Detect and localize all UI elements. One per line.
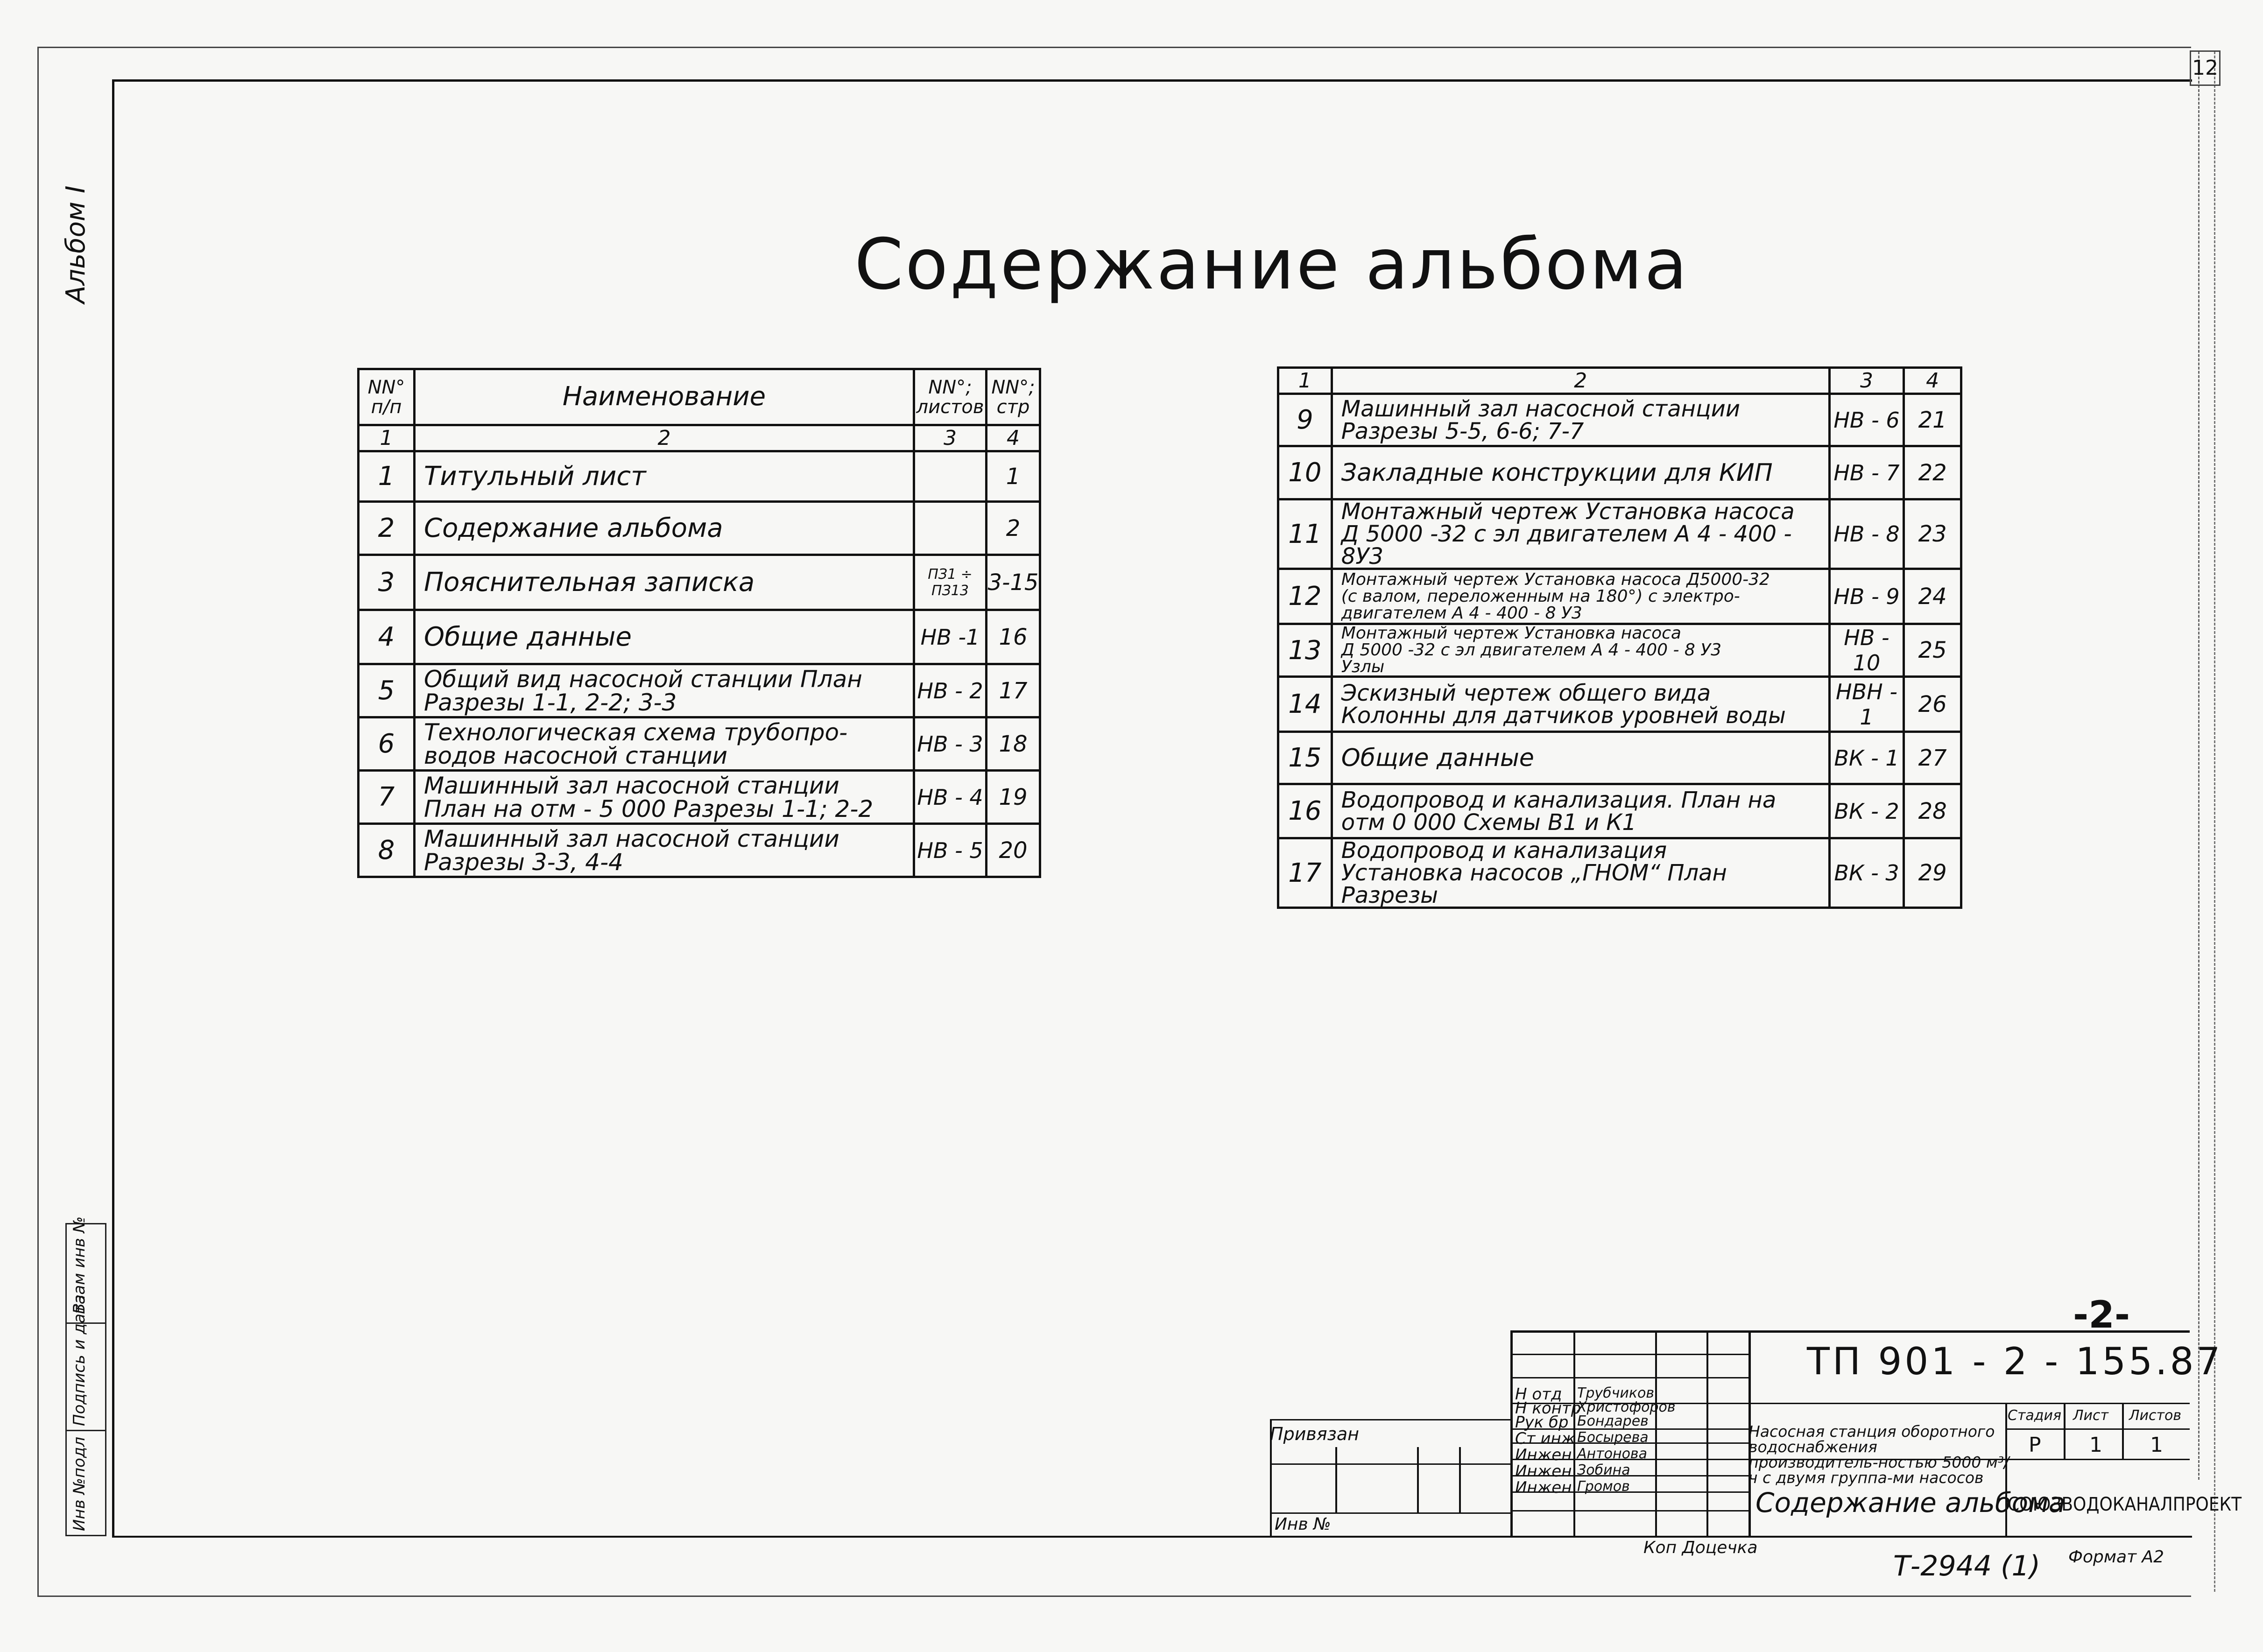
col-number: 2 [1332, 368, 1829, 394]
page-number: 12 [2190, 50, 2221, 86]
col-number: 2 [415, 425, 914, 451]
row-sheet: НВ - 10 [1829, 624, 1904, 677]
header-sheets: NN°; листов [914, 369, 987, 425]
table-row [359, 771, 1040, 824]
row-name: Машинный зал насосной станции План на отм - 5 000 Разрезы 1-1; 2-2 [415, 771, 914, 824]
row-sheet: НВ -1 [914, 610, 987, 664]
table-row [359, 451, 1040, 502]
header-name: Наименование [415, 369, 914, 425]
row-page: 2 [987, 502, 1040, 555]
stamp-role: Ст инж [1515, 1429, 1576, 1448]
strip-label: Подпись и дата [70, 1294, 89, 1426]
stamp-name: Христофоров [1577, 1399, 1676, 1415]
row-number: 14 [1278, 677, 1332, 732]
strip-label: Взам инв № [70, 1216, 89, 1314]
stamp-role: Н контр [1515, 1399, 1581, 1418]
row-page: 1 [987, 451, 1040, 502]
sheet-value: 1 [2089, 1433, 2102, 1457]
row-number: 15 [1278, 732, 1332, 784]
stamp-role: Инжен [1515, 1478, 1572, 1497]
contents-table-left [357, 368, 1041, 878]
stamp-name: Трубчиков [1577, 1385, 1654, 1401]
row-name: Закладные конструкции для КИП [1332, 446, 1829, 499]
stamp-role: Инжен [1515, 1462, 1572, 1481]
row-number: 1 [359, 451, 415, 502]
header-num: NN° п/п [359, 369, 415, 425]
row-sheet: НВ - 9 [1829, 569, 1904, 624]
row-sheet: ПЗ1 ÷ ПЗ13 [914, 555, 987, 610]
column-numbers [359, 425, 1040, 451]
row-name: Машинный зал насосной станции Разрезы 5-5, 6-6; 7-7 [1332, 394, 1829, 446]
row-number: 3 [359, 555, 415, 610]
stamp-name: Босырева [1577, 1429, 1649, 1446]
row-number: 17 [1278, 838, 1332, 908]
binding-label: Привязан [1270, 1424, 1359, 1444]
row-name: Общие данные [415, 610, 914, 664]
row-number: 16 [1278, 784, 1332, 838]
row-page: 16 [987, 610, 1040, 664]
stamp-name: Антонова [1577, 1446, 1647, 1462]
sheet-label: Лист [2073, 1407, 2109, 1424]
row-name: Титульный лист [415, 451, 914, 502]
row-number: 5 [359, 664, 415, 717]
row-page: 25 [1904, 624, 1961, 677]
row-sheet: НВ - 7 [1829, 446, 1904, 499]
table-row [359, 824, 1040, 877]
row-sheet: ВК - 1 [1829, 732, 1904, 784]
organization: СОЮЗВОДОКАНАЛПРОЕКТ [2008, 1494, 2242, 1515]
header-pages: NN°; стр [987, 369, 1040, 425]
row-page: 19 [987, 771, 1040, 824]
stamp-name: Бондарев [1577, 1413, 1649, 1429]
row-number: 13 [1278, 624, 1332, 677]
page-title: Содержание альбома [854, 224, 1689, 305]
copied-by: Коп Доцечка [1643, 1538, 1758, 1557]
row-sheet: НВ - 2 [914, 664, 987, 717]
document-code: ТП 901 - 2 - 155.87 [1807, 1340, 2223, 1383]
table-row [1278, 624, 1961, 677]
contents-table-right [1277, 366, 1962, 909]
row-page: 18 [987, 717, 1040, 771]
row-page: 29 [1904, 838, 1961, 908]
row-page: 21 [1904, 394, 1961, 446]
stamp-name: Громов [1577, 1478, 1630, 1495]
row-name: Общий вид насосной станции План Разрезы 1-1, 2-2; 3-3 [415, 664, 914, 717]
strip-label: Инв №подл [70, 1436, 89, 1531]
stamp-role: Рук бр [1515, 1413, 1569, 1432]
stamp-role: Н отд [1515, 1385, 1562, 1404]
row-page: 24 [1904, 569, 1961, 624]
stage-label: Стадия [2008, 1407, 2062, 1424]
table-row [1278, 499, 1961, 569]
col-number: 1 [1278, 368, 1332, 394]
row-number: 10 [1278, 446, 1332, 499]
table-row [359, 555, 1040, 610]
row-sheet: ВК - 2 [1829, 784, 1904, 838]
trim-line [2198, 51, 2200, 1480]
row-sheet: НВ - 5 [914, 824, 987, 877]
col-number: 3 [914, 425, 987, 451]
row-name: Эскизный чертеж общего вида Колонны для датчиков уровней воды [1332, 677, 1829, 732]
row-name: Водопровод и канализация Установка насосов „ГНОМ“ План Разрезы [1332, 838, 1829, 908]
row-name: Машинный зал насосной станции Разрезы 3-3, 4-4 [415, 824, 914, 877]
stamp-role: Инжен [1515, 1446, 1572, 1464]
sheets-value: 1 [2150, 1433, 2163, 1457]
row-page: 17 [987, 664, 1040, 717]
col-number: 4 [1904, 368, 1961, 394]
table-row [359, 717, 1040, 771]
paper-format: Формат А2 [2068, 1547, 2164, 1567]
inventory-number: Т-2944 (1) [1893, 1550, 2041, 1582]
row-sheet [914, 451, 987, 502]
row-name: Монтажный чертеж Установка насоса Д 5000 -32 с эл двигателем А 4 - 400 - 8 У3 Узлы [1332, 624, 1829, 677]
table-row [1278, 784, 1961, 838]
row-page: 20 [987, 824, 1040, 877]
row-number: 7 [359, 771, 415, 824]
row-number: 6 [359, 717, 415, 771]
row-name: Общие данные [1332, 732, 1829, 784]
table-row [1278, 394, 1961, 446]
row-sheet: НВ - 8 [1829, 499, 1904, 569]
table-row [1278, 569, 1961, 624]
row-number: 11 [1278, 499, 1332, 569]
row-name: Монтажный чертеж Установка насоса Д5000-32 (с валом, переложенным на 180°) с электро- двигателем А 4 - 400 - 8 У3 [1332, 569, 1829, 624]
stamp-name: Зобина [1577, 1462, 1630, 1478]
table-row [1278, 446, 1961, 499]
row-name: Пояснительная записка [415, 555, 914, 610]
row-page: 3-15 [987, 555, 1040, 610]
album-label: Альбом I [61, 185, 91, 303]
column-numbers [1278, 368, 1961, 394]
col-number: 3 [1829, 368, 1904, 394]
sheets-label: Листов [2129, 1407, 2182, 1424]
table-row [359, 610, 1040, 664]
document-name: Содержание альбома [1755, 1487, 2066, 1518]
sheet-number: -2- [2073, 1293, 2130, 1336]
row-page: 23 [1904, 499, 1961, 569]
row-page: 27 [1904, 732, 1961, 784]
row-sheet: ВК - 3 [1829, 838, 1904, 908]
row-name: Технологическая схема трубопро- водов насосной станции [415, 717, 914, 771]
row-name: Монтажный чертеж Установка насоса Д 5000 -32 с эл двигателем А 4 - 400 - 8У3 [1332, 499, 1829, 569]
row-name: Водопровод и канализация. План на отм 0 000 Схемы В1 и К1 [1332, 784, 1829, 838]
inventory-label: Инв № [1275, 1515, 1331, 1534]
row-number: 8 [359, 824, 415, 877]
row-sheet: НВ - 6 [1829, 394, 1904, 446]
row-sheet [914, 502, 987, 555]
project-description: Насосная станция оборотного водоснабжения производитель-ностью 5000 м³/ч с двумя группа-ми насосов [1748, 1422, 2009, 1487]
row-page: 26 [1904, 677, 1961, 732]
col-number: 1 [359, 425, 415, 451]
table-row [359, 664, 1040, 717]
row-sheet: НВН - 1 [1829, 677, 1904, 732]
row-number: 2 [359, 502, 415, 555]
row-name: Содержание альбома [415, 502, 914, 555]
table-row [1278, 732, 1961, 784]
row-page: 22 [1904, 446, 1961, 499]
row-number: 12 [1278, 569, 1332, 624]
row-sheet: НВ - 4 [914, 771, 987, 824]
table-row [1278, 838, 1961, 908]
stage-value: Р [2029, 1433, 2041, 1457]
col-number: 4 [987, 425, 1040, 451]
row-number: 4 [359, 610, 415, 664]
table-header [359, 369, 1040, 425]
table-row [359, 502, 1040, 555]
row-sheet: НВ - 3 [914, 717, 987, 771]
table-row [1278, 677, 1961, 732]
row-page: 28 [1904, 784, 1961, 838]
row-number: 9 [1278, 394, 1332, 446]
